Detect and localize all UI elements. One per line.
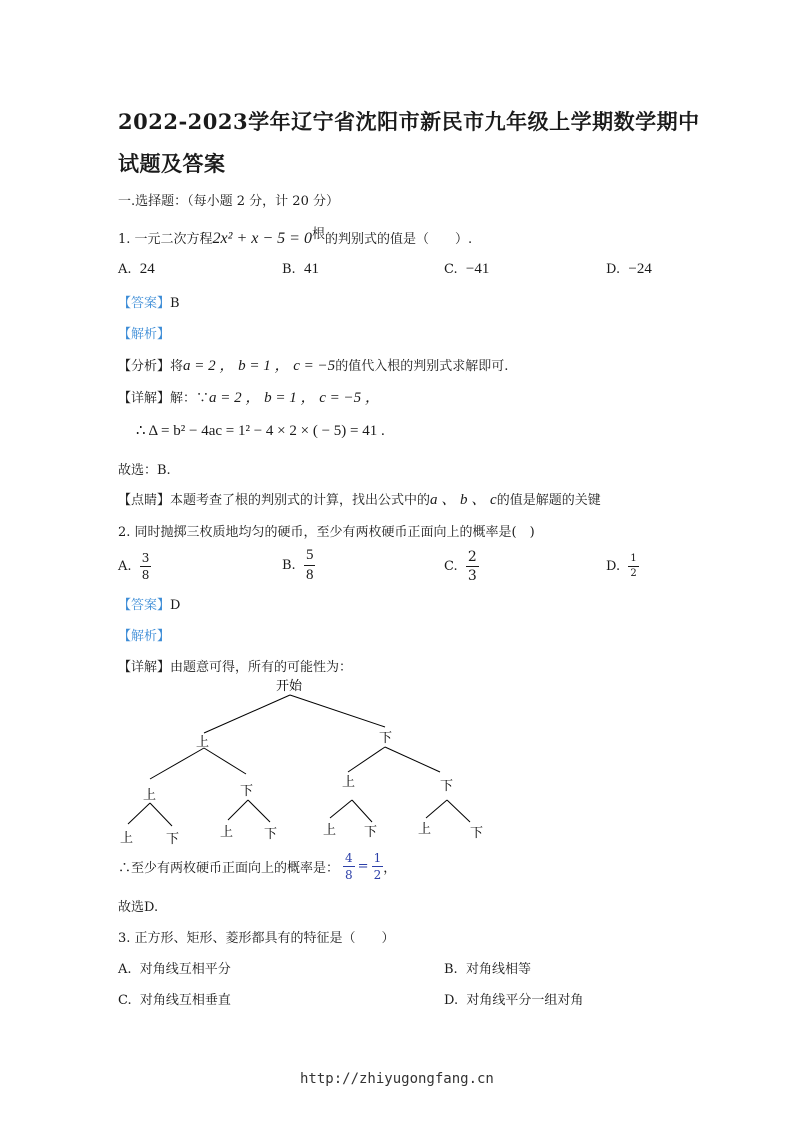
fenxi-c: 的值代入根的判别式求解即可. [335,359,509,374]
option-label: C. [118,993,132,1008]
page-title-line2: 试题及答案 [118,151,226,176]
tree-edge [352,800,372,822]
tree-leaf-label: 下 [166,832,180,847]
tree-edge [290,695,385,727]
tree-edge [204,695,290,733]
fraction-numerator: 1 [373,851,382,865]
option-value: 24 [139,261,155,277]
option-value: 41 [303,261,319,277]
option-label: A. [118,962,132,977]
fraction-denominator: 2 [373,868,382,882]
result-suffix: ， [383,861,397,876]
q3-option-d[interactable] [444,989,583,1008]
tree-node-label: 下 [379,731,393,746]
tree-leaf-label: 上 [323,823,337,838]
fraction-denominator: 8 [305,567,314,583]
tree-edge [128,803,150,824]
q1-equation: 2x² + x − 5 = 0 [212,230,312,247]
comment-vars: a 、 b 、 c [430,492,497,508]
fenxi-vars: a = 2 ， b = 1 ， c = −5 [183,358,336,374]
result-fraction-2 [372,852,384,881]
option-text: 对角线相等 [465,962,531,977]
q3-stem: 3. 正方形、矩形、菱形都具有的特征是（ ） [118,931,395,946]
detail-a: 解：∵ [170,391,210,406]
option-label: B. [444,962,458,977]
option-label: B. [282,262,296,277]
q2-result [118,852,396,881]
section-heading: 一.选择题：（每小题 2 分，计 20 分） [118,194,339,209]
q1-delta-line: ∴ Δ = b² − 4ac = 1² − 4 × 2 × ( − 5) = 41 . [136,423,385,439]
option-value: −24 [628,261,652,277]
tree-leaf-label: 上 [120,831,134,846]
page-title-line1: 2022-2023学年辽宁省沈阳市新民市九年级上学期数学期中 [118,109,700,134]
tree-node-label: 上 [196,735,210,750]
q2-stem: 2. 同时抛掷三枚质地均匀的硬币，至少有两枚硬币正面向上的概率是( ) [118,525,535,540]
tree-edge [150,748,204,779]
tree-edge [447,800,470,822]
tree-edge [330,800,352,818]
tree-node-label: 上 [143,788,157,803]
tree-node-label: 下 [240,784,254,799]
detail-tag: 【详解】 [118,660,171,675]
q2-conclusion: 故选D. [118,900,159,915]
q3-option-b[interactable] [444,958,531,977]
answer-tag: 【答案】 [118,598,171,613]
fraction-numerator: 1 [628,554,638,567]
tree-node-label: 上 [342,775,356,790]
q3-option-a[interactable] [118,958,231,977]
q1-suffix1: 根 [311,227,325,242]
detail-vars: a = 2 ， b = 1 ， c = −5 ， [209,390,380,406]
option-label: C. [444,262,458,277]
fraction-numerator: 5 [304,548,316,566]
tree-root-label: 开始 [276,679,303,694]
comment-a: 本题考查了根的判别式的计算，找出公式中的 [170,493,431,508]
option-label: D. [444,993,459,1008]
q2-analysis-tag: 【解析】 [118,629,171,644]
fenxi-tag: 【分析】 [118,359,171,374]
tree-leaf-label: 下 [364,825,378,840]
result-fraction-1 [343,852,355,881]
fraction-denominator: 8 [141,568,150,582]
option-label: A. [118,559,132,574]
fraction-denominator: 8 [345,868,353,882]
tree-leaf-label: 下 [470,826,484,841]
tree-node-label: 下 [440,779,454,794]
option-value: −41 [465,261,490,277]
option-text: 对角线互相平分 [139,962,231,977]
fraction-numerator: 4 [345,851,353,865]
q1-prefix: 1. 一元二次方程 [118,232,213,247]
option-label: D. [606,559,621,574]
q1-conclusion: 故选：B. [118,463,171,478]
fraction-numerator: 2 [467,549,477,565]
fraction-denominator: 2 [630,568,637,579]
q1-suffix2: 的判别式的值是（ ）. [324,232,473,247]
tree-edge [348,747,385,772]
option-label: B. [282,558,296,573]
result-equals: = [357,859,369,874]
comment-tag: 【点睛】 [118,493,171,508]
tree-edge [385,747,440,772]
tree-leaf-label: 上 [418,822,432,837]
option-text: 对角线平分一组对角 [466,993,584,1008]
tree-leaf-label: 下 [264,827,278,842]
tree-edge [150,803,172,826]
option-label: D. [606,262,621,277]
result-prefix: ∴至少有两枚硬币正面向上的概率是： [118,861,340,876]
answer-value: D [170,598,181,613]
tree-edge [426,800,447,818]
comment-b: 的值是解题的关键 [496,493,601,508]
q3-option-c[interactable] [118,989,231,1008]
tree-edges [128,695,470,826]
q1-analysis-tag: 【解析】 [118,327,171,342]
detail-tag: 【详解】 [118,391,171,406]
footer-url-link[interactable]: http://zhiyugongfang.cn [300,1071,494,1087]
tree-leaf-label: 上 [220,825,234,840]
option-text: 对角线互相垂直 [139,993,231,1008]
detail-text: 由题意可得，所有的可能性为： [170,660,353,675]
answer-tag: 【答案】 [118,296,171,311]
tree-edge [228,800,248,820]
option-label: A. [118,262,132,277]
fenxi-a: 将 [170,359,184,374]
answer-value: B [170,296,180,311]
option-label: C. [444,559,458,574]
fraction-denominator: 3 [467,568,477,584]
fraction-numerator: 3 [141,551,150,565]
tree-edge [248,800,270,822]
tree-edge [204,748,246,774]
